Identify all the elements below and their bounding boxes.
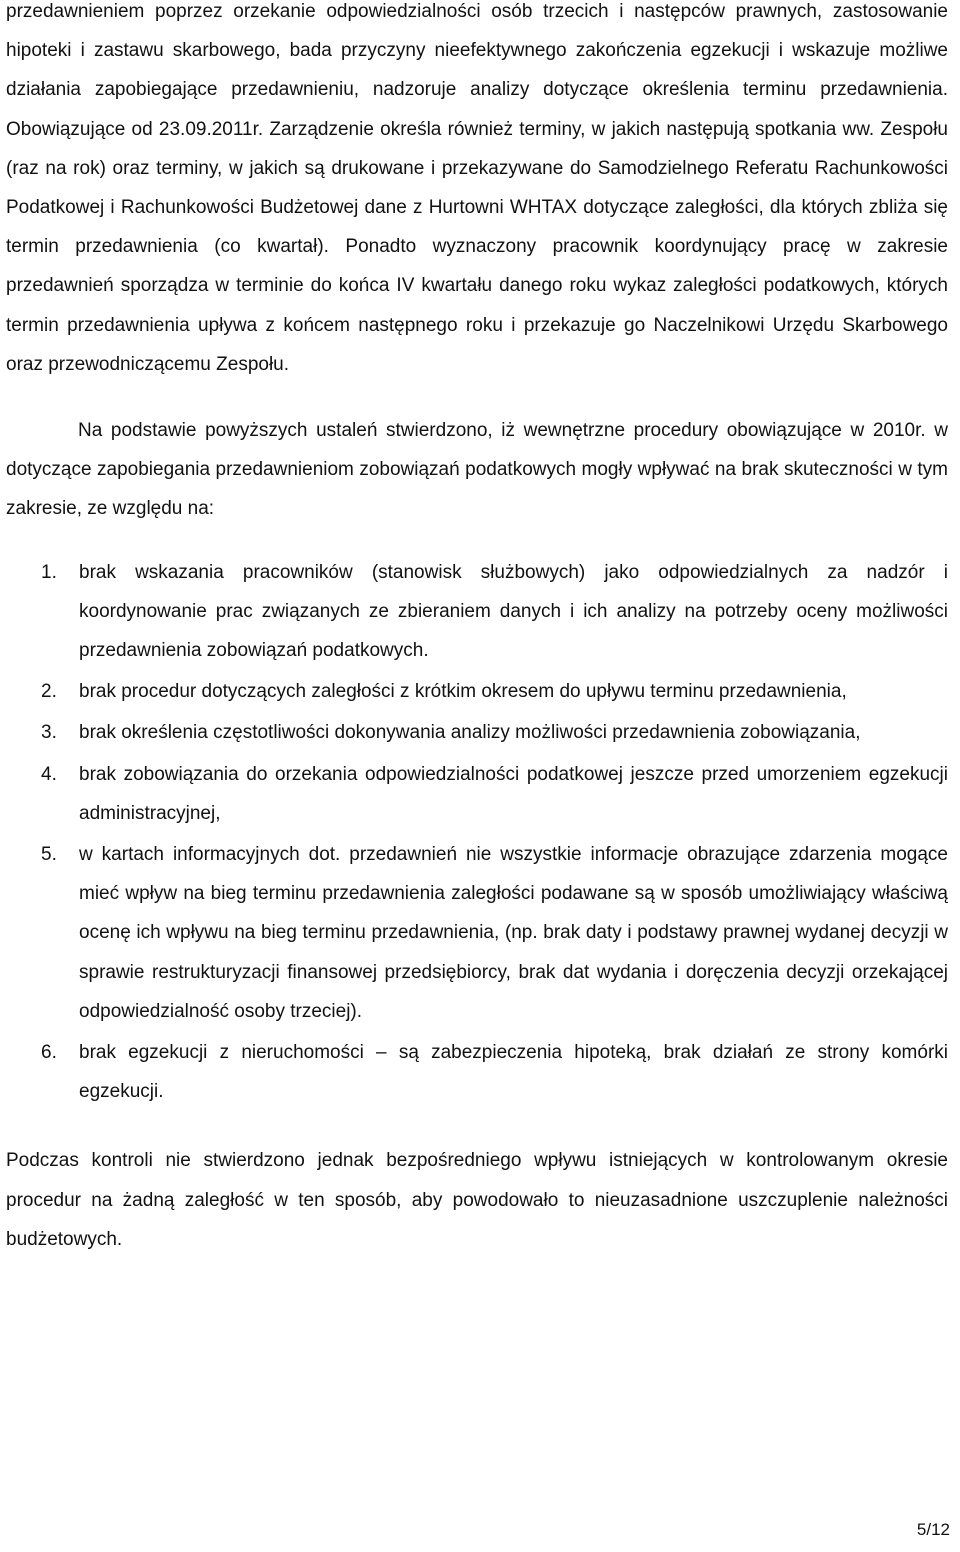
list-item	[6, 713, 948, 752]
list-item-number: 4.	[41, 763, 57, 785]
list-item-number: 2.	[41, 681, 57, 703]
list-item-number: 6.	[41, 1042, 57, 1064]
list-item	[6, 1033, 948, 1111]
list-item-number: 1.	[41, 561, 57, 583]
list-item-number: 3.	[41, 722, 57, 744]
list-item-text: brak procedur dotyczących zaległości z krótkim okresem do upływu terminu przedawnienia,	[79, 681, 847, 703]
list-item-text: brak egzekucji z nieruchomości – są zabezpieczenia hipoteką, brak działań ze strony komórki egzekucji.	[79, 1042, 948, 1103]
list-item-number: 5.	[41, 844, 57, 866]
document-page	[6, 0, 948, 1259]
list-item	[6, 672, 948, 711]
list-item	[6, 755, 948, 833]
paragraph-findings: Na podstawie powyższych ustaleń stwierdzono, iż wewnętrzne procedury obowiązujące w 2010r. w dotyczące zapobiegania przedawnieniom zobowiązań podatkowych mogły wpływać na brak skuteczności w tym zakresie, ze względu na:	[6, 420, 948, 520]
page-number: 5/12	[916, 1520, 950, 1539]
list-item-text: w kartach informacyjnych dot. przedawnień nie wszystkie informacje obrazujące zdarzenia mogące mieć wpływ na bieg terminu przedawnienia zaległości podawane są w sposób umożliwiający właściwą ocenę ich wpływu na bieg terminu przedawnienia, (np. brak daty i podstawy prawnej wydanej decyzji w sprawie restrukturyzacji finansowej przedsiębiorcy, brak dat wydania i doręczenia decyzji orzekającej odpowiedzialność osoby trzeciej).	[79, 844, 948, 1022]
list-item-text: brak określenia częstotliwości dokonywania analizy możliwości przedawnienia zobowiązania,	[79, 722, 861, 744]
list-item	[6, 553, 948, 671]
list-item	[6, 835, 948, 1031]
paragraph-conclusion: Podczas kontroli nie stwierdzono jednak bezpośredniego wpływu istniejących w kontrolowanym okresie procedur na żadną zaległość w ten sposób, aby powodowało to nieuzasadnione uszczuplenie należności budżetowych.	[6, 1150, 948, 1250]
paragraph-intro: przedawnieniem poprzez orzekanie odpowiedzialności osób trzecich i następców prawnych, zastosowanie hipoteki i zastawu skarbowego, bada przyczyny nieefektywnego zakończenia egzekucji i wskazuje możliwe działania zapobiegające przedawnieniu, nadzoruje analizy dotyczące określenia terminu przedawnienia. Obowiązujące od 23.09.2011r. Zarządzenie określa również terminy, w jakich następują spotkania ww. Zespołu (raz na rok) oraz terminy, w jakich są drukowane i przekazywane do Samodzielnego Referatu Rachunkowości Podatkowej i Rachunkowości Budżetowej dane z Hurtowni WHTAX dotyczące zaległości, dla których zbliża się termin przedawnienia (co kwartał). Ponadto wyznaczony pracownik koordynujący pracę w zakresie przedawnień sporządza w terminie do końca IV kwartału danego roku wykaz zaległości podatkowych, których termin przedawnienia upływa z końcem następnego roku i przekazuje go Naczelnikowi Urzędu Skarbowego oraz przewodniczącemu Zespołu.	[6, 1, 948, 375]
list-item-text: brak zobowiązania do orzekania odpowiedzialności podatkowej jeszcze przed umorzeniem egzekucji administracyjnej,	[79, 763, 948, 824]
findings-list	[6, 553, 948, 1112]
list-item-text: brak wskazania pracowników (stanowisk służbowych) jako odpowiedzialnych za nadzór i koordynowanie prac związanych ze zbieraniem danych i ich analizy na potrzeby oceny możliwości przedawnienia zobowiązań podatkowych.	[79, 561, 948, 662]
